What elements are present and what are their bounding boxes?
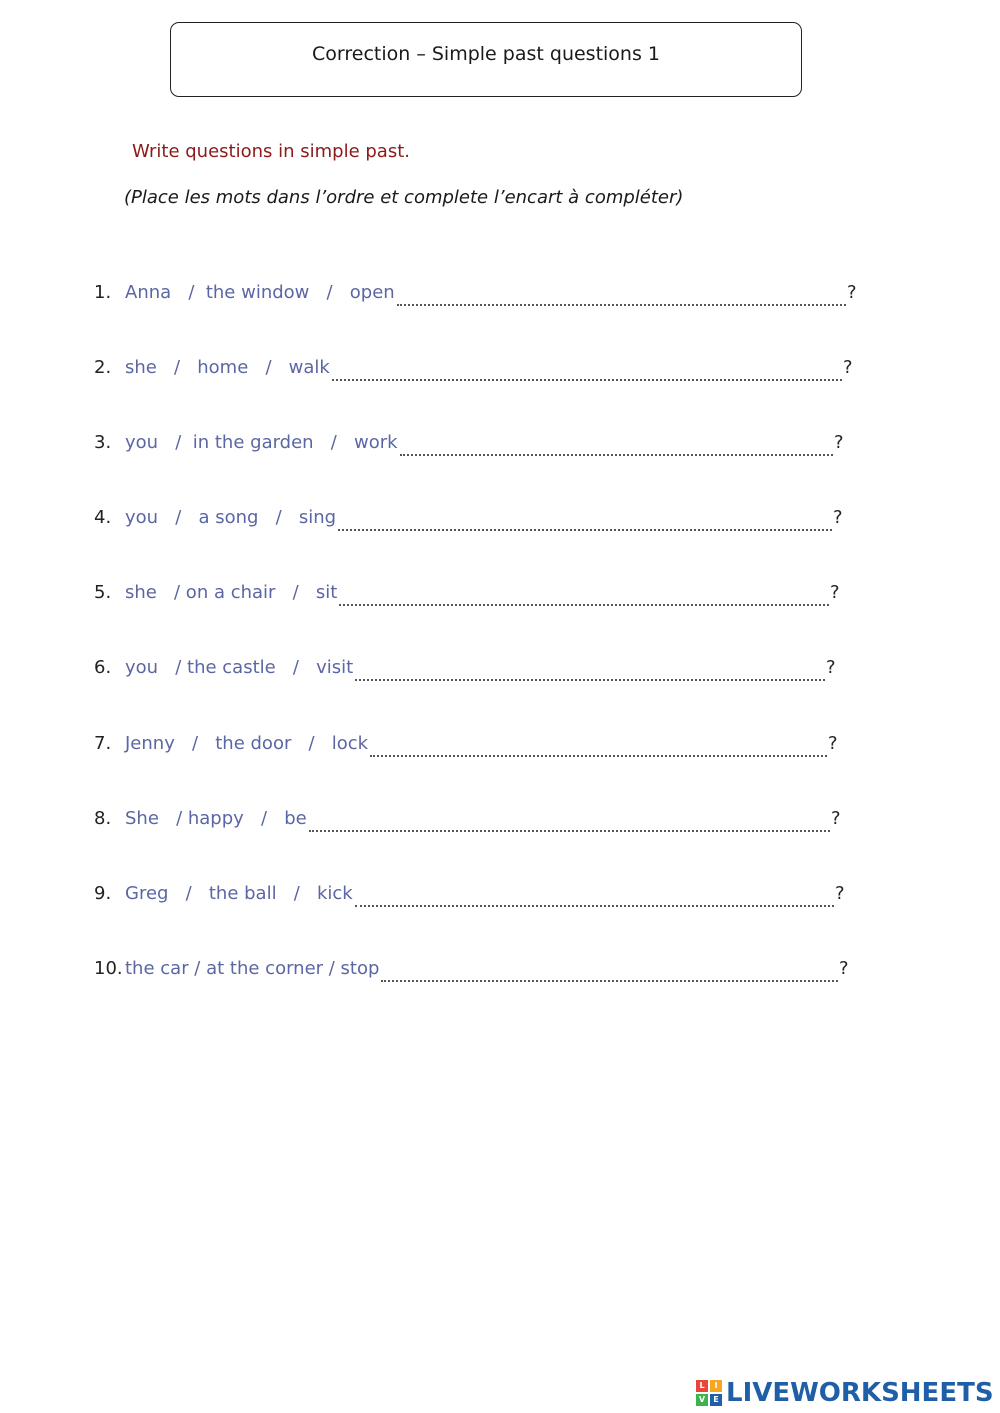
item-number: 10. xyxy=(94,958,123,979)
item-prompt: you / in the garden / work xyxy=(125,432,398,453)
logo-tile: I xyxy=(710,1380,722,1392)
answer-blank[interactable] xyxy=(370,733,827,757)
exercise-item xyxy=(94,432,874,458)
answer-blank[interactable] xyxy=(338,507,832,531)
answer-blank[interactable] xyxy=(397,282,846,306)
item-prompt: she / home / walk xyxy=(125,357,330,378)
exercise-item xyxy=(94,657,874,683)
exercise-item xyxy=(94,357,874,383)
exercise-item xyxy=(94,808,874,834)
question-mark: ? xyxy=(835,883,845,904)
logo-tile: E xyxy=(710,1394,722,1406)
instruction-text: Write questions in simple past. xyxy=(132,141,410,162)
exercise-item xyxy=(94,733,874,759)
item-prompt: she / on a chair / sit xyxy=(125,582,338,603)
question-mark: ? xyxy=(828,733,838,754)
item-number: 6. xyxy=(94,657,112,678)
answer-blank[interactable] xyxy=(355,883,834,907)
item-number: 5. xyxy=(94,582,112,603)
sub-instruction-text: (Place les mots dans l’ordre et complete l’encart à compléter) xyxy=(124,187,684,208)
title-box xyxy=(170,22,802,97)
exercise-item xyxy=(94,507,874,533)
answer-blank[interactable] xyxy=(355,657,825,681)
question-mark: ? xyxy=(830,582,840,603)
logo-tile: L xyxy=(696,1380,708,1392)
item-prompt: you / the castle / visit xyxy=(125,657,354,678)
worksheet-title: Correction – Simple past questions 1 xyxy=(312,43,660,65)
logo-text: LIVEWORKSHEETS xyxy=(726,1378,994,1408)
item-prompt: Jenny / the door / lock xyxy=(125,733,369,754)
item-prompt: She / happy / be xyxy=(125,808,307,829)
exercise-item xyxy=(94,883,874,909)
question-mark: ? xyxy=(839,958,849,979)
question-mark: ? xyxy=(826,657,836,678)
item-number: 2. xyxy=(94,357,112,378)
liveworksheets-logo xyxy=(696,1378,994,1408)
answer-blank[interactable] xyxy=(381,958,838,982)
exercise-item xyxy=(94,582,874,608)
item-number: 8. xyxy=(94,808,112,829)
answer-blank[interactable] xyxy=(339,582,829,606)
item-number: 4. xyxy=(94,507,112,528)
answer-blank[interactable] xyxy=(309,808,830,832)
item-prompt: you / a song / sing xyxy=(125,507,337,528)
item-prompt: Greg / the ball / kick xyxy=(125,883,353,904)
item-prompt: Anna / the window / open xyxy=(125,282,395,303)
logo-tile: V xyxy=(696,1394,708,1406)
exercise-item xyxy=(94,282,874,308)
answer-blank[interactable] xyxy=(332,357,842,381)
question-mark: ? xyxy=(847,282,857,303)
question-mark: ? xyxy=(831,808,841,829)
item-number: 9. xyxy=(94,883,112,904)
item-prompt: the car / at the corner / stop xyxy=(125,958,380,979)
question-mark: ? xyxy=(843,357,853,378)
item-number: 7. xyxy=(94,733,112,754)
question-mark: ? xyxy=(833,507,843,528)
logo-icon xyxy=(696,1380,722,1406)
question-mark: ? xyxy=(834,432,844,453)
item-number: 3. xyxy=(94,432,112,453)
answer-blank[interactable] xyxy=(400,432,833,456)
item-number: 1. xyxy=(94,282,112,303)
exercise-item xyxy=(94,958,874,984)
